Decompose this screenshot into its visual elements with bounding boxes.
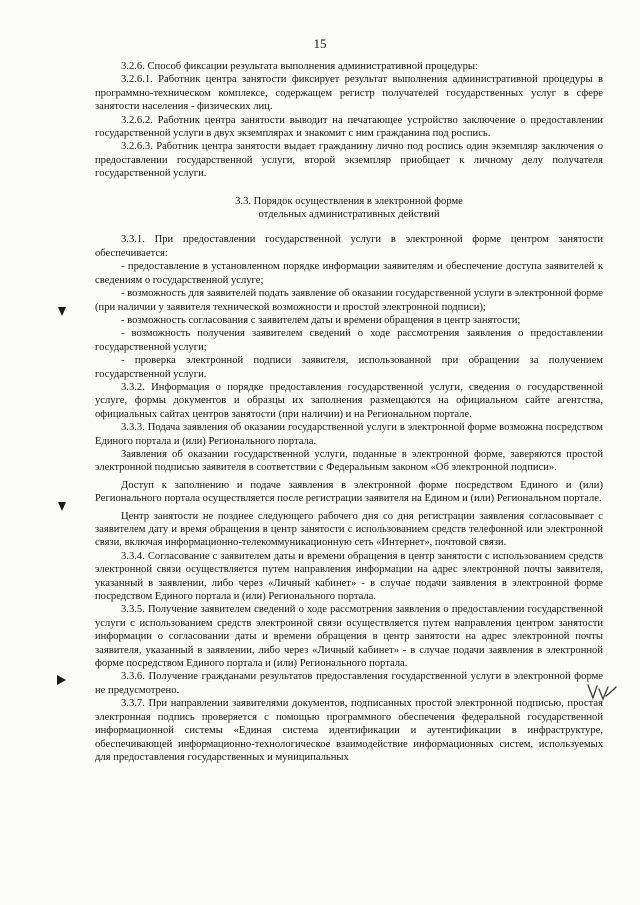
paragraph: 3.3.6. Получение гражданами результатов предоставления государственной услуги в электронной форме не предусмотрено.: [95, 671, 603, 696]
paragraph: 3.3.7. При направлении заявителями документов, подписанных простой электронной подписью, простая электронная подпись проверяется с помощью программного обеспечения федеральной государственной информационной системы «Единая система идентификации и аутентификации в инфраструктуре, обеспечивающей информационно-технологическое взаимодействие информационных систем, используемых для предоставления государственных и муниципальных: [95, 698, 603, 763]
list-item: - проверка электронной подписи заявителя, использованной при обращении за получением государственной услуги.: [95, 355, 603, 380]
list-item: - возможность согласования с заявителем даты и времени обращения в центр занятости;: [121, 314, 521, 326]
margin-arrow-icon: [57, 675, 66, 685]
paragraph: 3.2.6.2. Работник центра занятости выводит на печатающее устройство заключение о предоставлении государственной услуги в двух экземплярах и знакомит с ним гражданина под роспись.: [95, 114, 603, 140]
paragraph: 3.3.2. Информация о порядке предоставления государственной услуги, сведения о государственной услуге, формы документов и образцы их заполнения размещаются на официальном сайте агентства, официальных сайтах центров занятости (при наличии) и на Региональном портале.: [95, 381, 603, 420]
section-heading: [95, 195, 603, 222]
section-heading-line: отдельных административных действий: [258, 209, 440, 221]
paragraph: Центр занятости не позднее следующего рабочего дня со дня регистрации заявления согласовывает с заявителем дату и время обращения в центр занятости с использованием средств телефонной или электронной связи, включая информационно-телекоммуникационную сеть «Интернет», почтовой связи.: [95, 510, 603, 549]
margin-mark-icon: [58, 307, 66, 316]
paragraph: Заявления об оказании государственной услуги, поданные в электронной форме, заверяются простой электронной подписью заявителя в соответствии с Федеральным законом «Об электронной подписи».: [95, 448, 603, 474]
handwritten-initials-icon: [586, 681, 618, 703]
paragraph: 3.2.6. Способ фиксации результата выполнения административной процедуры:: [121, 61, 478, 72]
paragraph: 3.2.6.3. Работник центра занятости выдает гражданину лично под роспись один экземпляр заключения о предоставлении государственной услуги, второй экземпляр приобщает к личному делу получателя государственной услуги.: [95, 141, 603, 180]
paragraph: 3.2.6.1. Работник центра занятости фиксирует результат выполнения административной процедуры в программно-техническом комплексе, содержащем регистр получателей государственных услуг в сфере занятости населения - физических лиц.: [95, 74, 603, 113]
paragraph: 3.3.1. При предоставлении государственной услуги в электронной форме центром занятости обеспечивается:: [95, 234, 603, 259]
margin-mark-icon: [58, 502, 66, 511]
paragraph: 3.3.3. Подача заявления об оказании государственной услуги в электронной форме возможна посредством Единого портала и (или) Регионального портала.: [95, 422, 603, 447]
document-body: [95, 60, 603, 764]
paragraph: 3.3.4. Согласование с заявителем даты и времени обращения в центр занятости с использованием средств электронной связи осуществляется путем направления информации на адрес электронной почты заявителя, указанный в заявлении, либо через «Личный кабинет» - в случае подачи заявления в электронной форме посредством Единого портала и (или) Регионального портала.: [95, 550, 603, 603]
section-heading-line: 3.3. Порядок осуществления в электронной форме: [235, 195, 463, 207]
page-number: 15: [313, 36, 327, 51]
list-item: - предоставление в установленном порядке информации заявителям и обеспечение доступа заявителей к сведениям о государственной услуге;: [95, 261, 603, 286]
list-item: - возможность получения заявителем сведений о ходе рассмотрения заявления о предоставлении государственной услуги;: [95, 328, 603, 353]
paragraph: 3.3.5. Получение заявителем сведений о ходе рассмотрения заявления о предоставлении государственной услуги с использованием средств электронной связи осуществляется путем направления центром занятости информации о согласовании даты и времени обращения в центр занятости на адрес электронной почты заявителя, указанный в заявлении, либо через «Личный кабинет» - в случае подачи заявления в электронной форме посредством Единого портала и (или) Регионального портала.: [95, 604, 603, 670]
paragraph: Доступ к заполнению и подаче заявления в электронной форме посредством Единого и (или) Регионального портала осуществляется после регистрации заявителя на Едином и (или) Региональном портале.: [95, 479, 603, 505]
list-item: - возможность для заявителей подать заявление об оказании государственной услуги в электронной форме (при наличии у заявителя технической возможности и простой электронной подписи);: [95, 288, 603, 313]
